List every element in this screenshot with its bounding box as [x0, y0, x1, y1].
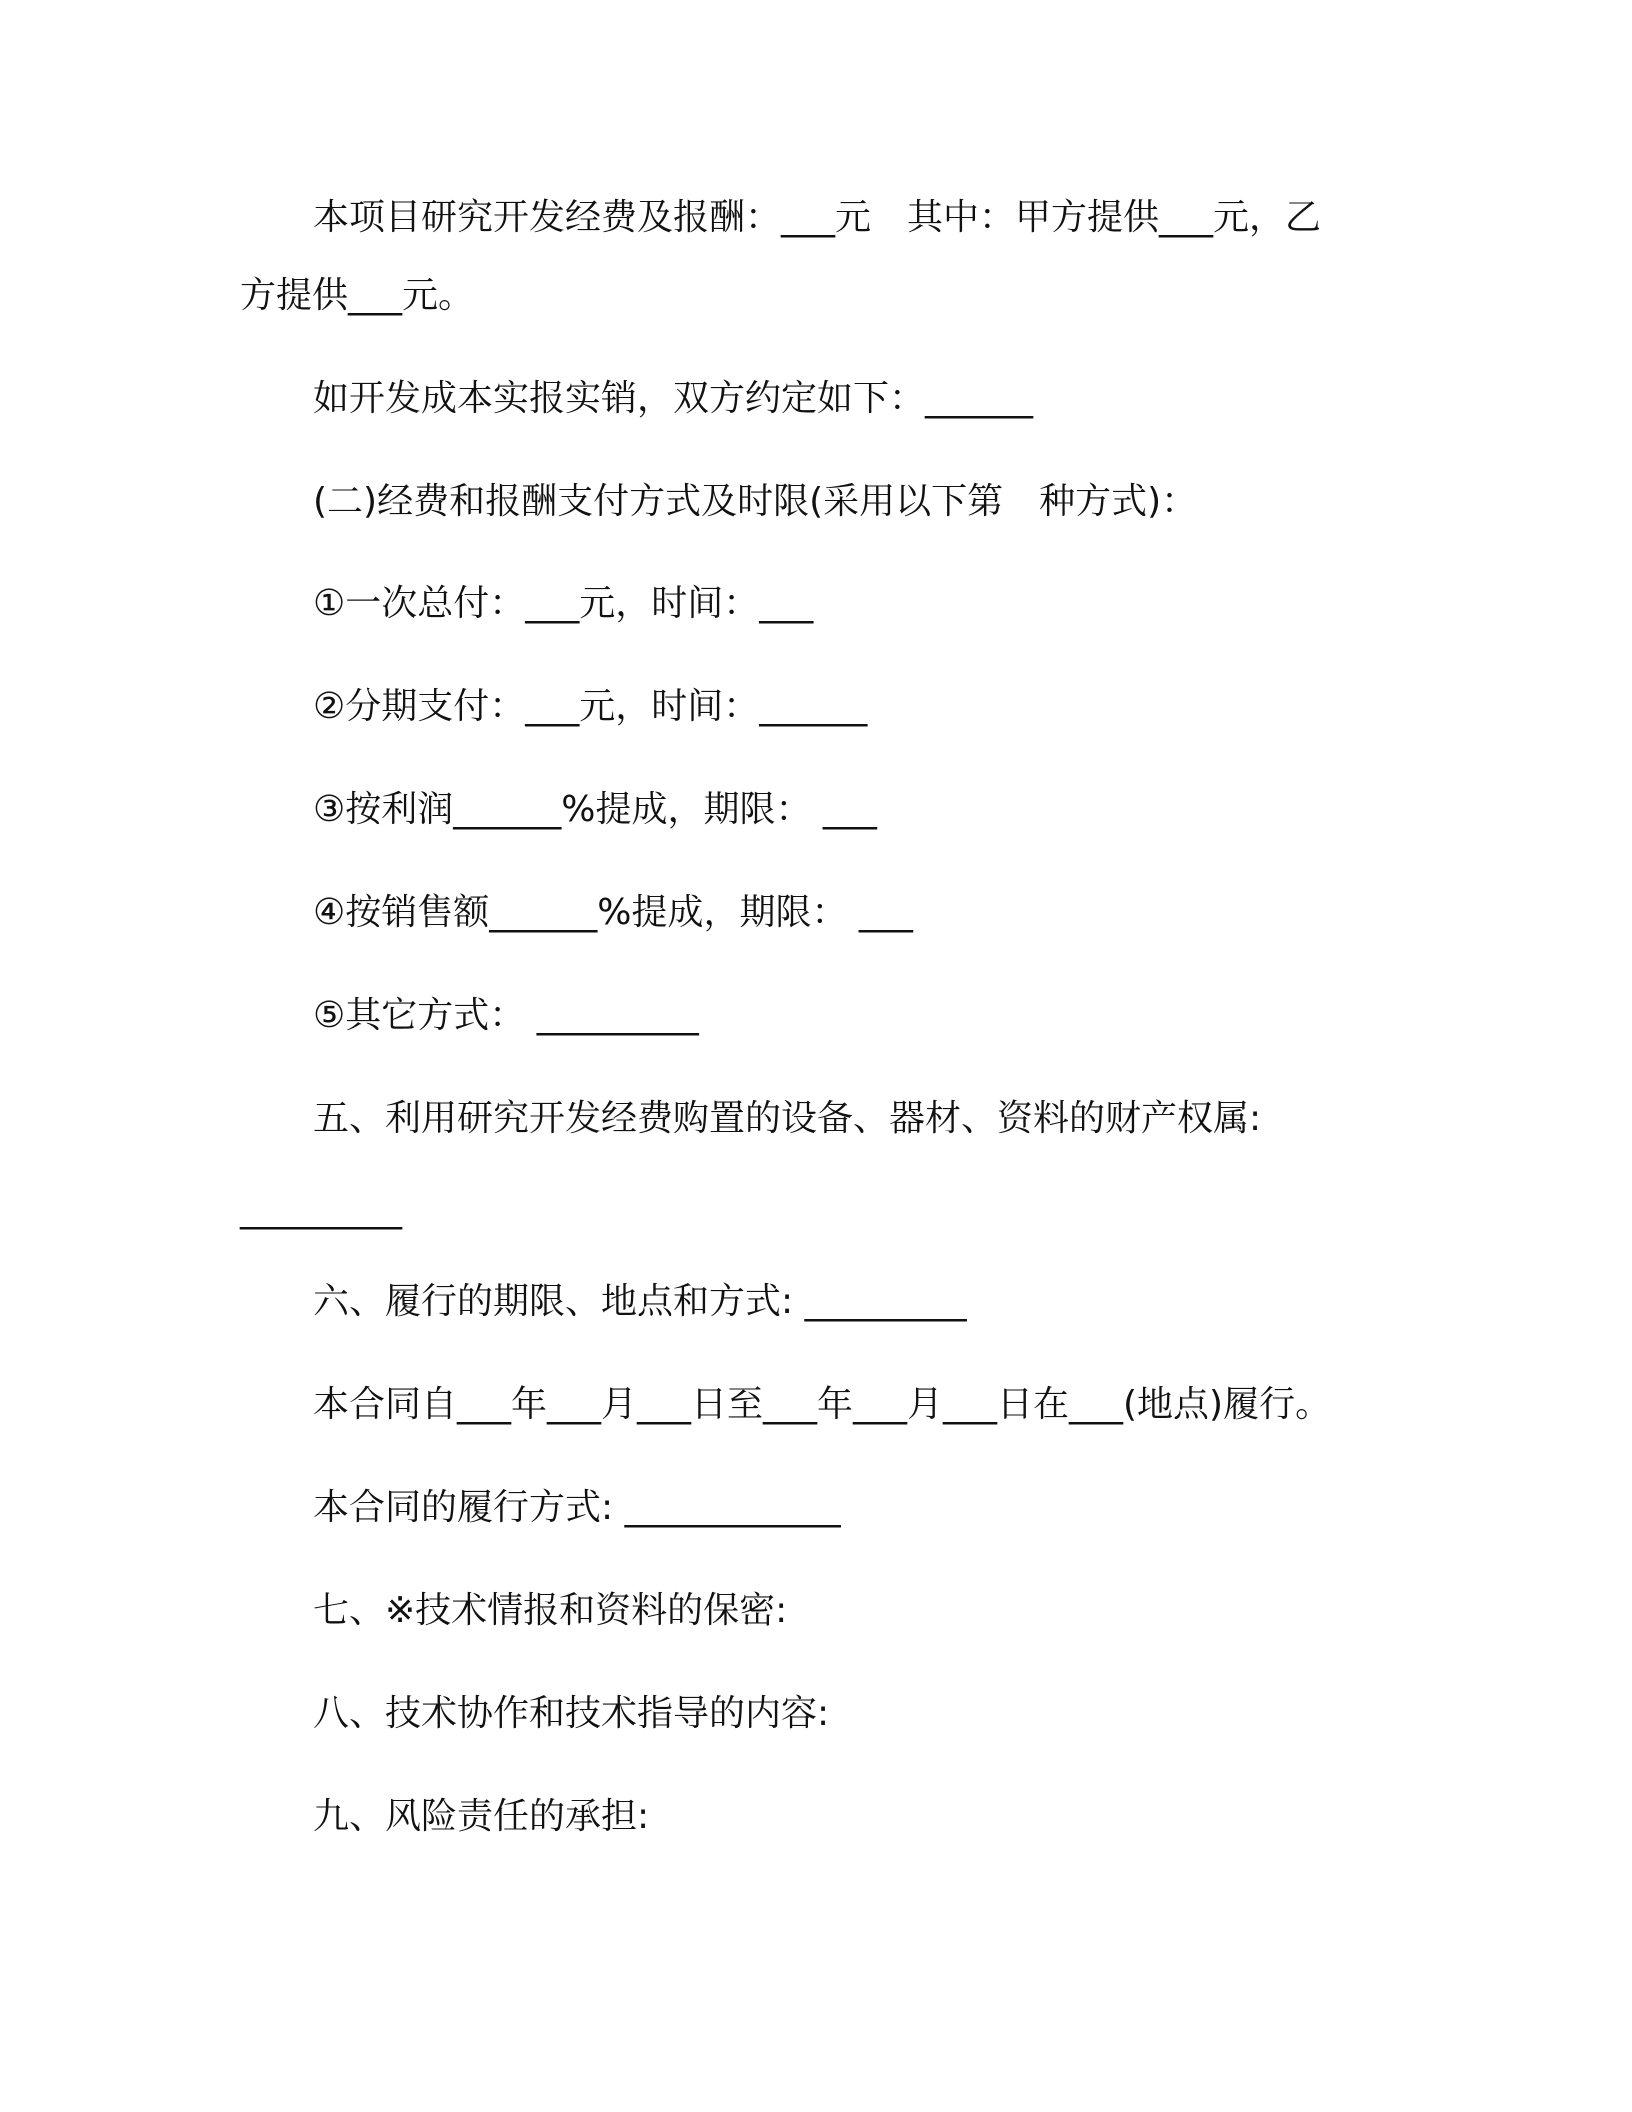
section-seven-heading: 七、※技术情报和资料的保密: — [313, 1590, 788, 1631]
paragraph-contract-period: 本合同自___年___月___日至___年___月___日在___(地点)履行。 — [313, 1384, 1332, 1425]
section-five-blank: _________ — [240, 1189, 402, 1230]
payment-option-lump-sum: ①一次总付：___元，时间：___ — [313, 583, 814, 624]
section-nine-heading: 九、风险责任的承担: — [313, 1796, 650, 1837]
paragraph-funding-line-1: 本项目研究开发经费及报酬：___元 其中：甲方提供___元，乙 — [313, 197, 1322, 238]
paragraph-funding-line-2: 方提供___元。 — [240, 275, 475, 316]
payment-option-other: ⑤其它方式： _________ — [313, 995, 699, 1036]
section-payment-method-heading: (二)经费和报酬支付方式及时限(采用以下第 种方式)： — [313, 481, 1198, 522]
section-eight-heading: 八、技术协作和技术指导的内容: — [313, 1693, 830, 1734]
section-five-heading: 五、利用研究开发经费购置的设备、器材、资料的财产权属: — [313, 1098, 1262, 1139]
paragraph-performance-method: 本合同的履行方式: ____________ — [313, 1487, 841, 1528]
section-six-heading: 六、履行的期限、地点和方式: _________ — [313, 1281, 967, 1322]
payment-option-sales-share: ④按销售额______%提成，期限： ___ — [313, 892, 913, 933]
payment-option-profit-share: ③按利润______%提成，期限： ___ — [313, 789, 877, 830]
paragraph-cost-reimbursement: 如开发成本实报实销，双方约定如下：______ — [313, 378, 1034, 419]
payment-option-installment: ②分期支付：___元，时间：______ — [313, 686, 868, 727]
